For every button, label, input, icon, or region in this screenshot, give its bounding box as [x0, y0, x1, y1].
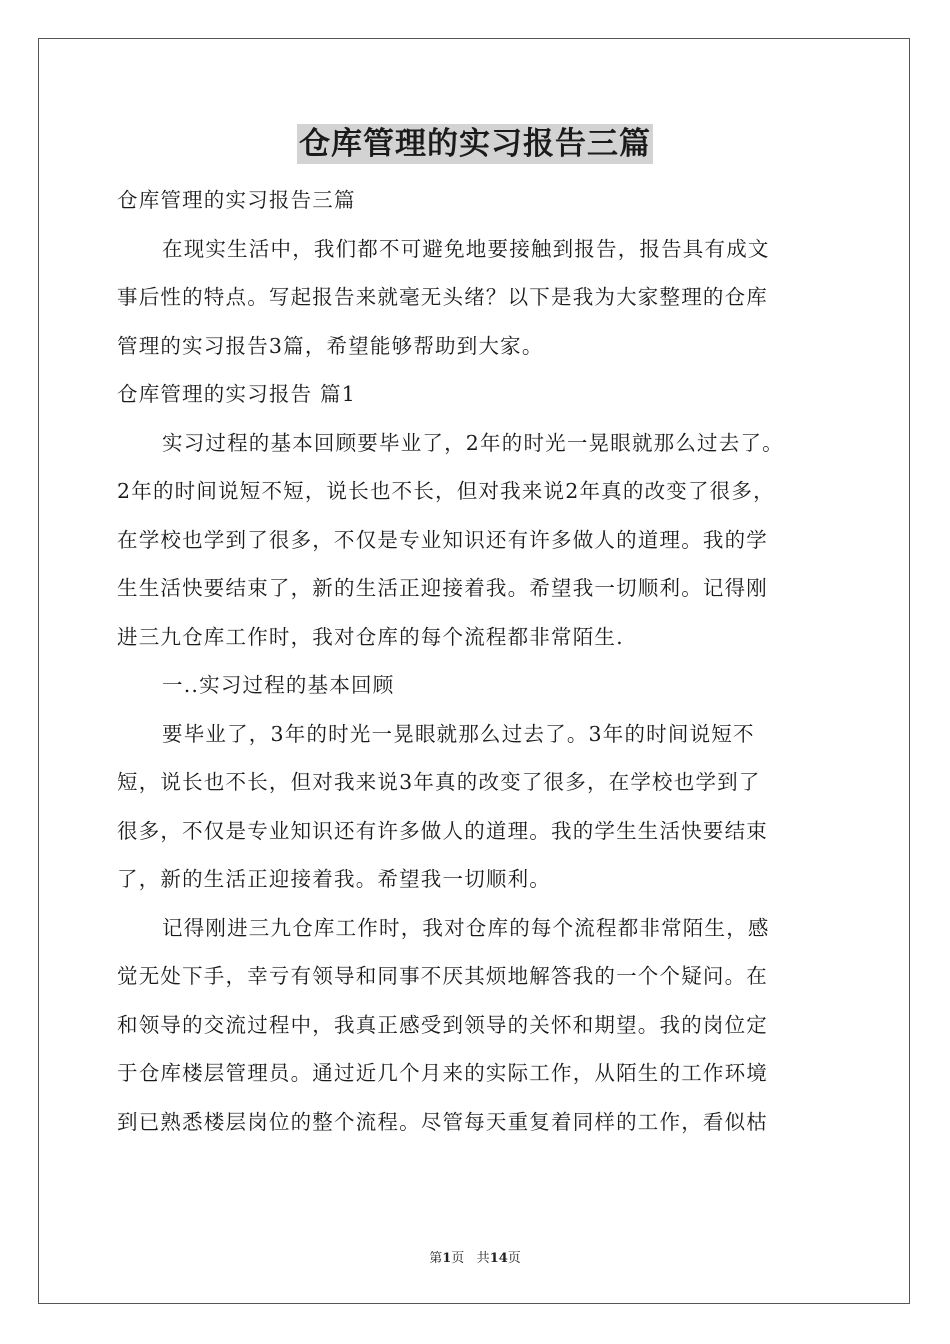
- title-wrap: [0, 124, 950, 164]
- document-title: 仓库管理的实习报告三篇: [299, 126, 651, 162]
- page-prefix: 第: [429, 1251, 443, 1266]
- page-suffix: 页: [451, 1251, 465, 1266]
- total-pages: 14: [489, 1251, 508, 1266]
- paragraph-line: 在现实生活中，我们都不可避免地要接触到报告，报告具有成文: [162, 236, 770, 261]
- total-prefix: 共: [476, 1251, 490, 1266]
- paragraph-line: 到已熟悉楼层岗位的整个流程。尽管每天重复着同样的工作，看似枯: [117, 1109, 768, 1134]
- paragraph-line: 管理的实习报告3篇，希望能够帮助到大家。: [117, 333, 544, 358]
- paragraph-line: 短，说长也不长，但对我来说3年真的改变了很多，在学校也学到了: [117, 770, 761, 794]
- subtitle-line: 仓库管理的实习报告三篇: [117, 188, 356, 212]
- paragraph-line: 觉无处下手，幸亏有领导和同事不厌其烦地解答我的一个个疑问。在: [117, 964, 768, 988]
- paragraph-line: 2年的时间说短不短，说长也不长，但对我来说2年真的改变了很多，: [117, 479, 775, 503]
- paragraph-line: 了，新的生活正迎接着我。希望我一切顺利。: [117, 867, 551, 891]
- paragraph-line: 进三九仓库工作时，我对仓库的每个流程都非常陌生.: [117, 624, 624, 649]
- paragraph-line: 记得刚进三九仓库工作时，我对仓库的每个流程都非常陌生，感: [162, 915, 770, 940]
- paragraph-line: 很多，不仅是专业知识还有许多做人的道理。我的学生生活快要结束: [117, 818, 768, 843]
- section-heading: 仓库管理的实习报告 篇1: [117, 382, 356, 406]
- total-suffix: 页: [507, 1251, 521, 1266]
- paragraph-line: 实习过程的基本回顾要毕业了，2年的时光一晃眼就那么过去了。: [162, 430, 784, 455]
- page-footer: [0, 1247, 950, 1266]
- paragraph-line: 事后性的特点。写起报告来就毫无头绪？以下是我为大家整理的仓库: [117, 285, 768, 309]
- paragraph-line: 在学校也学到了很多，不仅是专业知识还有许多做人的道理。我的学: [117, 527, 768, 552]
- page-number: 1: [442, 1251, 452, 1266]
- document-body: [117, 180, 847, 1150]
- paragraph-line: 生生活快要结束了，新的生活正迎接着我。希望我一切顺利。记得刚: [117, 576, 768, 600]
- subsection-heading: 一..实习过程的基本回顾: [162, 673, 395, 697]
- paragraph-line: 要毕业了，3年的时光一晃眼就那么过去了。3年的时间说短不: [162, 721, 755, 746]
- paragraph-line: 和领导的交流过程中，我真正感受到领导的关怀和期望。我的岗位定: [117, 1012, 768, 1037]
- paragraph-line: 于仓库楼层管理员。通过近几个月来的实际工作，从陌生的工作环境: [117, 1061, 768, 1085]
